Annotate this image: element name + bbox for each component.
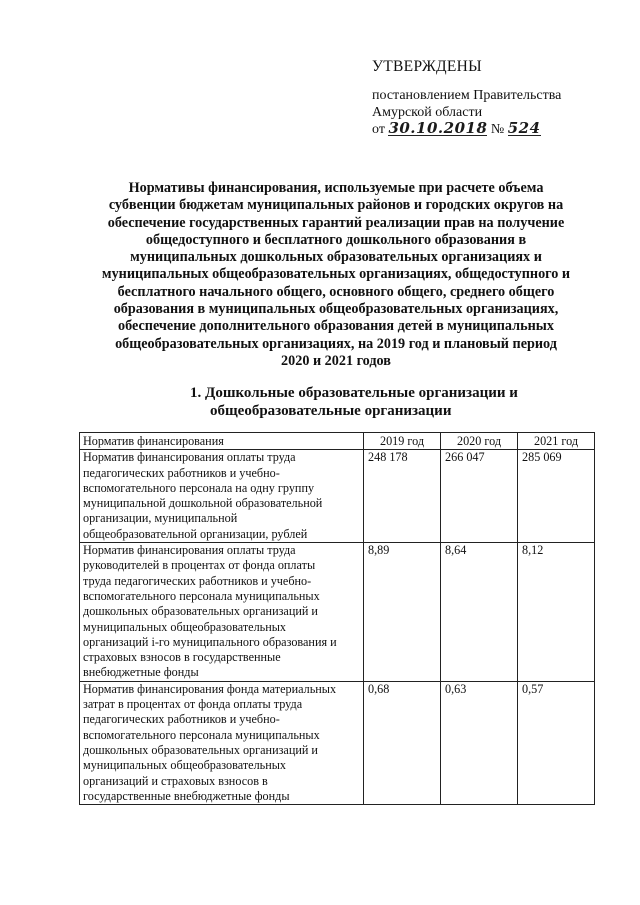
title-line: 2020 и 2021 годов bbox=[281, 352, 391, 369]
number-sign: № bbox=[490, 122, 505, 137]
handwritten-number: 524 bbox=[507, 119, 541, 137]
norm-text-line: дошкольных образовательных организаций и bbox=[83, 742, 318, 757]
header-norm: Норматив финансирования bbox=[80, 433, 364, 450]
norm-text-line: муниципальных общеобразовательных bbox=[83, 619, 287, 634]
document-title bbox=[60, 180, 612, 370]
title-line: муниципальных общеобразовательных организациях, общедоступного и bbox=[101, 266, 571, 283]
norm-text-line: труда педагогических работников и учебно- bbox=[83, 573, 312, 588]
section-heading-line-2: общеобразовательные организации bbox=[210, 403, 452, 419]
norm-text-line: руководителей в процентах от фонда оплаты bbox=[83, 558, 316, 573]
decree-date-line bbox=[372, 121, 561, 138]
financing-norms-table bbox=[79, 432, 595, 805]
section-heading bbox=[190, 384, 518, 420]
header-2019: 2019 год bbox=[364, 433, 441, 450]
norm-text-line: муниципальной дошкольной образовательной bbox=[83, 496, 323, 511]
norm-text-line: общеобразовательной организации, рублей bbox=[83, 526, 308, 541]
norm-description bbox=[80, 450, 364, 543]
title-line: обеспечение дополнительного образования детей в муниципальных bbox=[118, 318, 554, 335]
norm-text-line: муниципальных общеобразовательных bbox=[83, 758, 287, 773]
title-line: образования в муниципальных общеобразовательных организациях, bbox=[113, 301, 559, 318]
title-line: общедоступного и бесплатного дошкольного образования в bbox=[145, 231, 527, 248]
approval-heading: УТВЕРЖДЕНЫ bbox=[372, 58, 482, 75]
table-row bbox=[80, 450, 595, 543]
decree-line-2: Амурской области bbox=[372, 105, 483, 120]
value-2021: 0,57 bbox=[518, 681, 595, 804]
value-2020: 8,64 bbox=[441, 543, 518, 682]
norm-text-line: педагогических работников и учебно- bbox=[83, 712, 280, 727]
norm-text-line: затрат в процентах от фонда оплаты труда bbox=[83, 697, 303, 712]
norm-text-line: вспомогательного персонала муниципальных bbox=[83, 588, 320, 603]
header-2020: 2020 год bbox=[441, 433, 518, 450]
value-2021: 8,12 bbox=[518, 543, 595, 682]
decree-reference bbox=[372, 87, 561, 138]
title-line: субвенции бюджетам муниципальных районов и городских округов на bbox=[108, 197, 564, 214]
date-prefix: от bbox=[372, 122, 385, 137]
table-row bbox=[80, 543, 595, 682]
norm-text-line: организации, муниципальной bbox=[83, 511, 238, 526]
norm-text-line: государственные внебюджетные фонды bbox=[83, 788, 290, 803]
decree-line-1: постановлением Правительства bbox=[372, 88, 562, 103]
norm-text-line: внебюджетные фонды bbox=[83, 665, 199, 680]
value-2019: 8,89 bbox=[364, 543, 441, 682]
table-row bbox=[80, 681, 595, 804]
title-line: бесплатного начального общего, основного общего, среднего общего bbox=[117, 283, 555, 300]
title-line: обеспечение государственных гарантий реализации прав на получение bbox=[107, 214, 565, 231]
norm-text-line: страховых взносов в государственные bbox=[83, 650, 281, 665]
norm-description bbox=[80, 681, 364, 804]
norm-text-line: Норматив финансирования фонда материальных bbox=[83, 681, 337, 696]
title-line: общеобразовательных организациях, на 2019 год и плановый период bbox=[115, 335, 557, 352]
norm-text-line: педагогических работников и учебно- bbox=[83, 465, 280, 480]
title-line: муниципальных дошкольных образовательных организациях и bbox=[130, 249, 542, 266]
value-2019: 0,68 bbox=[364, 681, 441, 804]
norm-text-line: Норматив финансирования оплаты труда bbox=[83, 450, 296, 465]
norm-description bbox=[80, 543, 364, 682]
handwritten-date: 30.10.2018 bbox=[388, 119, 488, 137]
value-2020: 266 047 bbox=[441, 450, 518, 543]
value-2019: 248 178 bbox=[364, 450, 441, 543]
norm-text-line: организаций i-го муниципального образования и bbox=[83, 634, 337, 649]
value-2021: 285 069 bbox=[518, 450, 595, 543]
norm-text-line: вспомогательного персонала муниципальных bbox=[83, 727, 320, 742]
norm-text-line: Норматив финансирования оплаты труда bbox=[83, 543, 296, 558]
value-2020: 0,63 bbox=[441, 681, 518, 804]
norm-text-line: дошкольных образовательных организаций и bbox=[83, 604, 318, 619]
norm-text-line: организаций и страховых взносов в bbox=[83, 773, 268, 788]
section-heading-line-1: 1. Дошкольные образовательные организации и bbox=[190, 385, 518, 401]
title-line: Нормативы финансирования, используемые при расчете объема bbox=[128, 180, 544, 196]
header-2021: 2021 год bbox=[518, 433, 595, 450]
table-header-row bbox=[80, 433, 595, 450]
norm-text-line: вспомогательного персонала на одну группу bbox=[83, 480, 315, 495]
